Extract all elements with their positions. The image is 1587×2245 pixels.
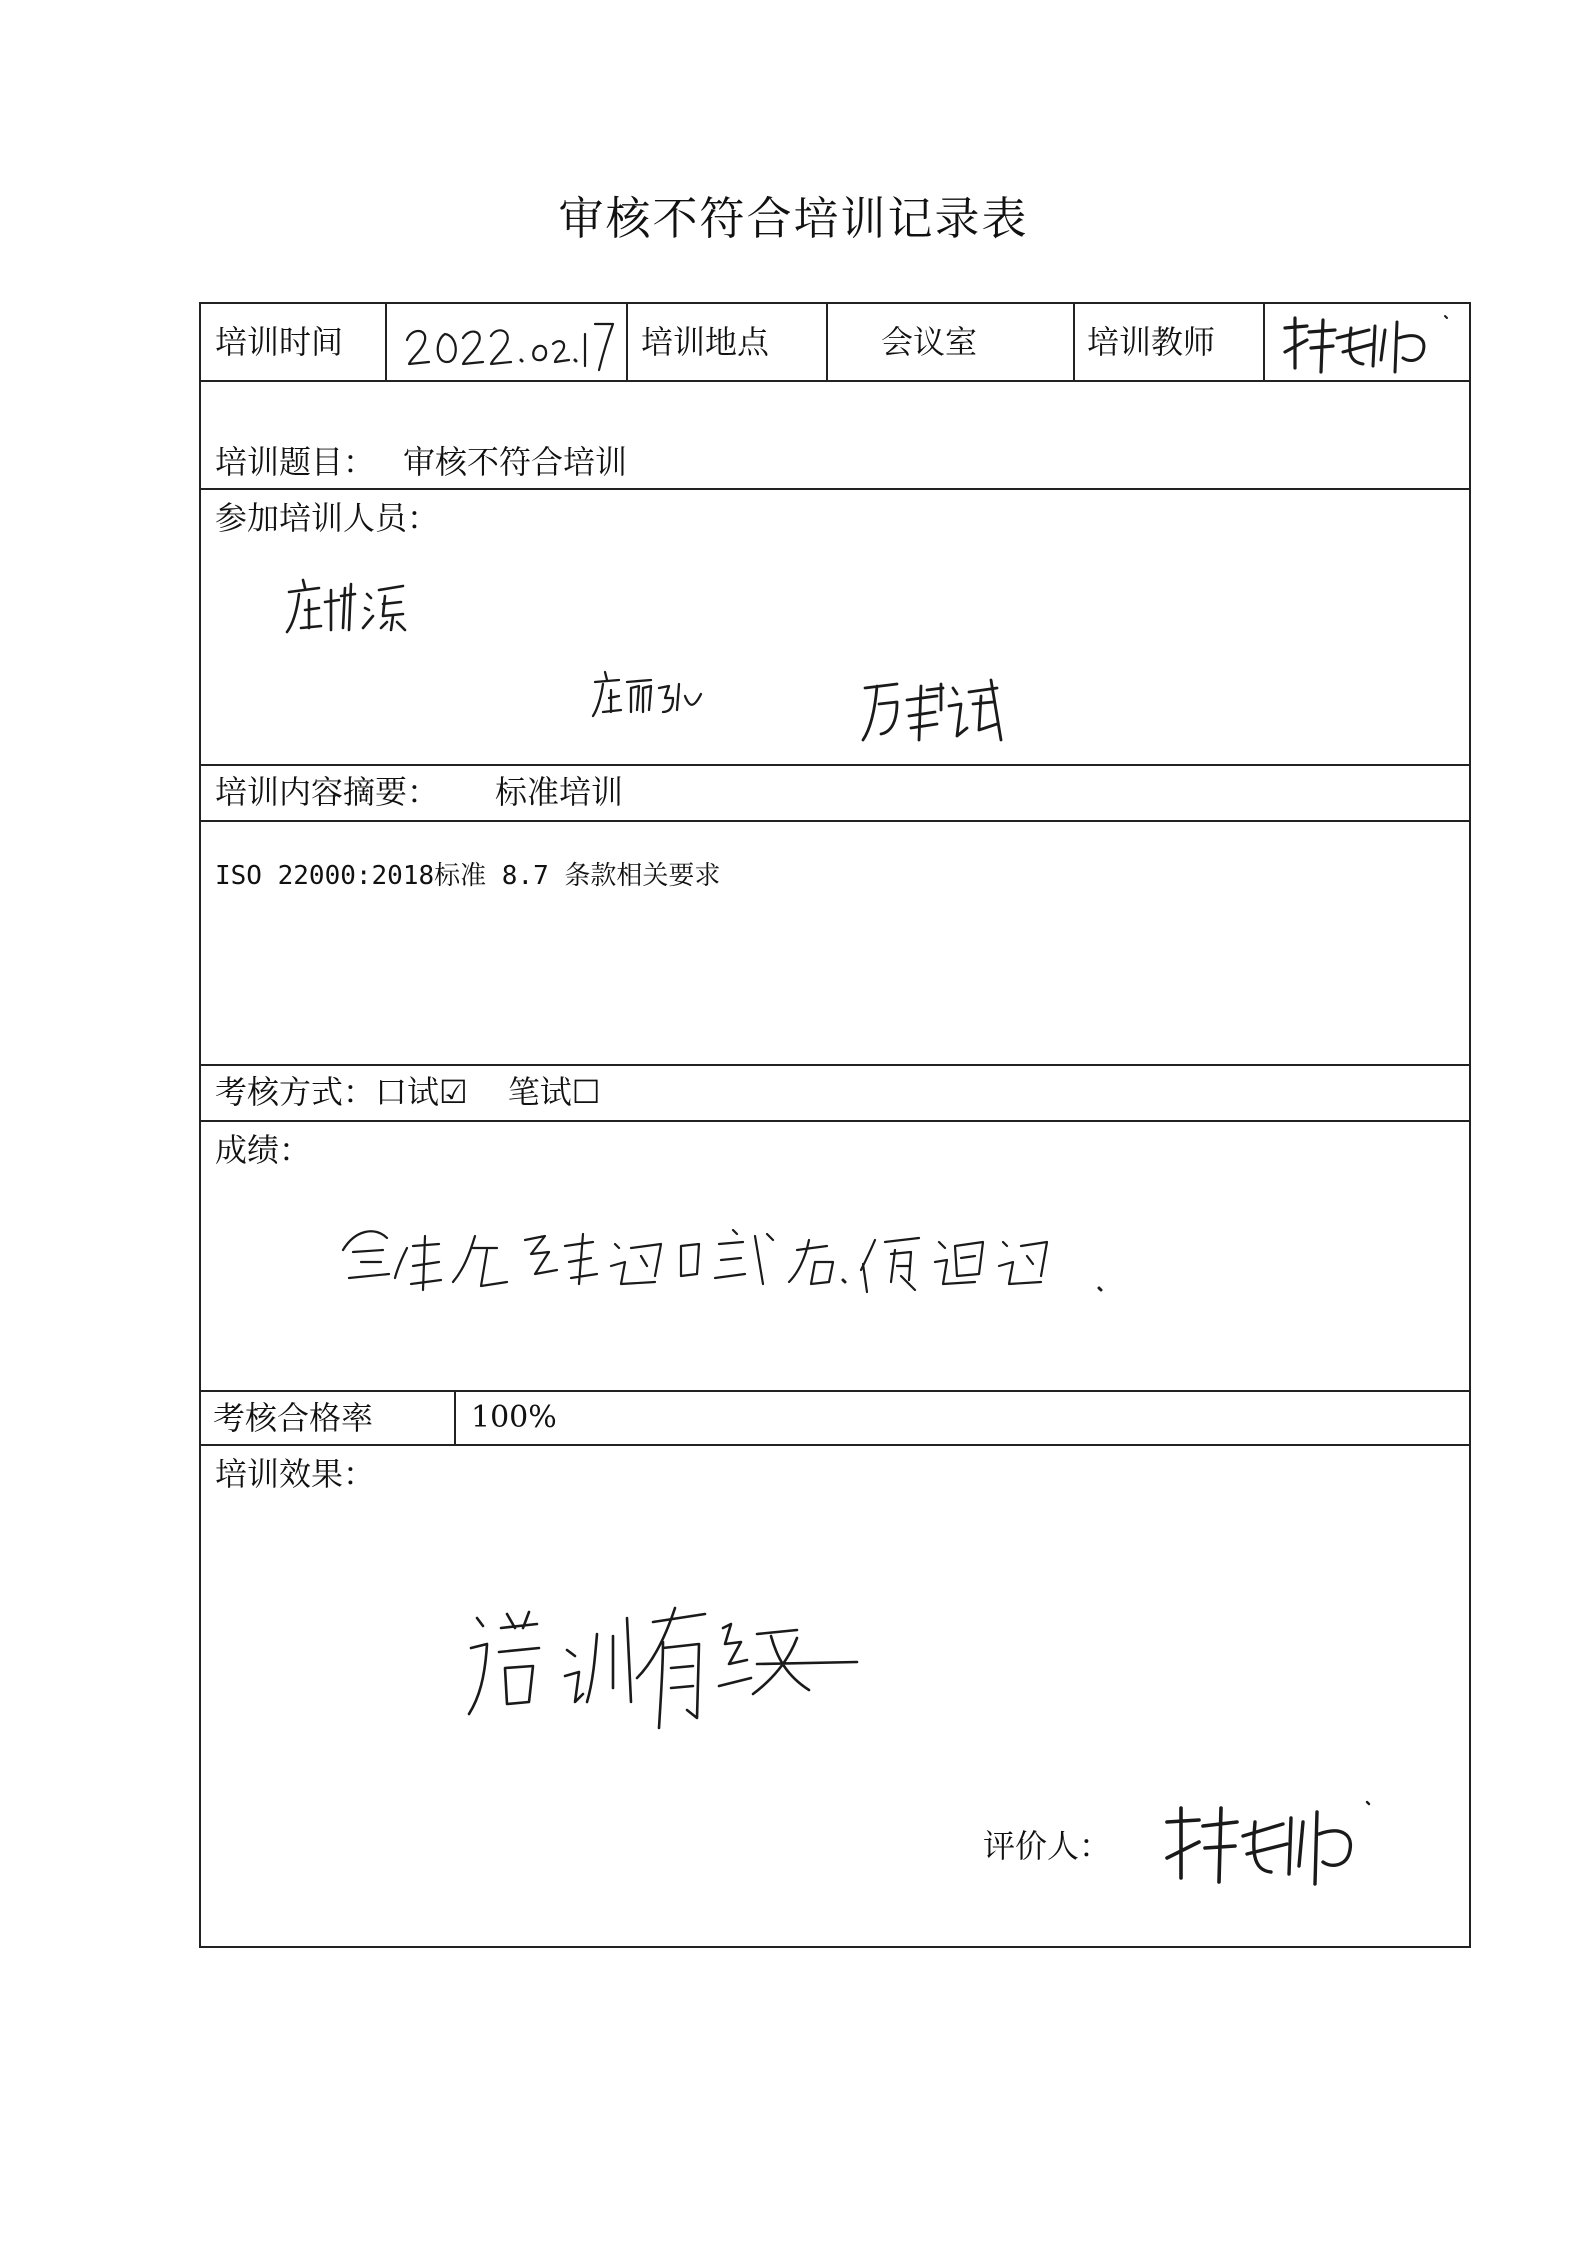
topic-value: 审核不符合培训 <box>403 443 628 481</box>
effect-handwriting-svg <box>457 1598 877 1738</box>
assessment-label: 考核方式： <box>215 1073 376 1111</box>
summary-label: 培训内容摘要： <box>215 773 440 811</box>
table-border-left <box>199 302 201 1947</box>
date-handwriting-svg <box>399 310 621 374</box>
training-date-label: 培训时间 <box>215 323 344 361</box>
written-exam-label: 笔试 <box>507 1073 572 1111</box>
summary-detail: ISO 22000:2018标准 8.7 条款相关要求 <box>215 861 721 891</box>
cell-divider <box>826 302 828 381</box>
row-divider <box>199 820 1471 822</box>
score-label: 成绩： <box>215 1131 312 1169</box>
participant-signature-1-svg <box>279 570 439 640</box>
summary-value: 标准培训 <box>495 773 624 811</box>
teacher-signature-svg <box>1277 308 1457 378</box>
row-divider <box>199 488 1471 490</box>
cell-divider <box>1263 302 1265 381</box>
table-border-top <box>199 302 1471 304</box>
participants-label: 参加培训人员： <box>215 499 440 537</box>
training-record-form <box>199 302 1471 1947</box>
training-place-value: 会议室 <box>881 323 978 361</box>
cell-divider <box>385 302 387 381</box>
row-divider <box>199 1064 1471 1066</box>
row-divider <box>199 764 1471 766</box>
table-border-right <box>1469 302 1471 1947</box>
cell-divider <box>1073 302 1075 381</box>
cell-divider <box>626 302 628 381</box>
topic-label: 培训题目： <box>215 443 376 481</box>
participant-signature-1 <box>279 570 439 640</box>
pass-rate-label: 考核合格率 <box>213 1399 374 1437</box>
participant-signature-2-svg <box>589 666 709 722</box>
training-teacher-label: 培训教师 <box>1087 323 1216 361</box>
assessment-row <box>215 1072 600 1112</box>
document-title: 审核不符合培训记录表 <box>558 192 1029 245</box>
participant-signature-3-svg <box>857 670 1007 748</box>
evaluator-signature-svg <box>1159 1792 1379 1892</box>
training-date-handwritten <box>399 310 621 374</box>
written-exam-checkbox[interactable]: ☐ <box>571 1073 601 1111</box>
cell-divider <box>454 1390 456 1445</box>
score-handwriting-svg <box>335 1190 1215 1300</box>
row-divider <box>199 1444 1471 1446</box>
teacher-signature <box>1277 308 1457 378</box>
training-place-label: 培训地点 <box>641 323 770 361</box>
table-border-bottom <box>199 1946 1471 1948</box>
participant-signature-3 <box>857 670 1007 748</box>
row-divider <box>199 1120 1471 1122</box>
participant-signature-2 <box>589 666 709 722</box>
row-divider <box>199 380 1471 382</box>
score-handwriting <box>335 1190 1215 1300</box>
pass-rate-value: 100% <box>471 1400 557 1435</box>
effect-handwriting <box>457 1598 877 1738</box>
evaluator-signature <box>1159 1792 1379 1892</box>
oral-exam-label: 口试 <box>375 1073 440 1111</box>
effect-label: 培训效果： <box>215 1455 376 1493</box>
evaluator-label: 评价人： <box>983 1827 1112 1865</box>
oral-exam-checkbox[interactable]: ☑ <box>439 1073 468 1111</box>
row-divider <box>199 1390 1471 1392</box>
